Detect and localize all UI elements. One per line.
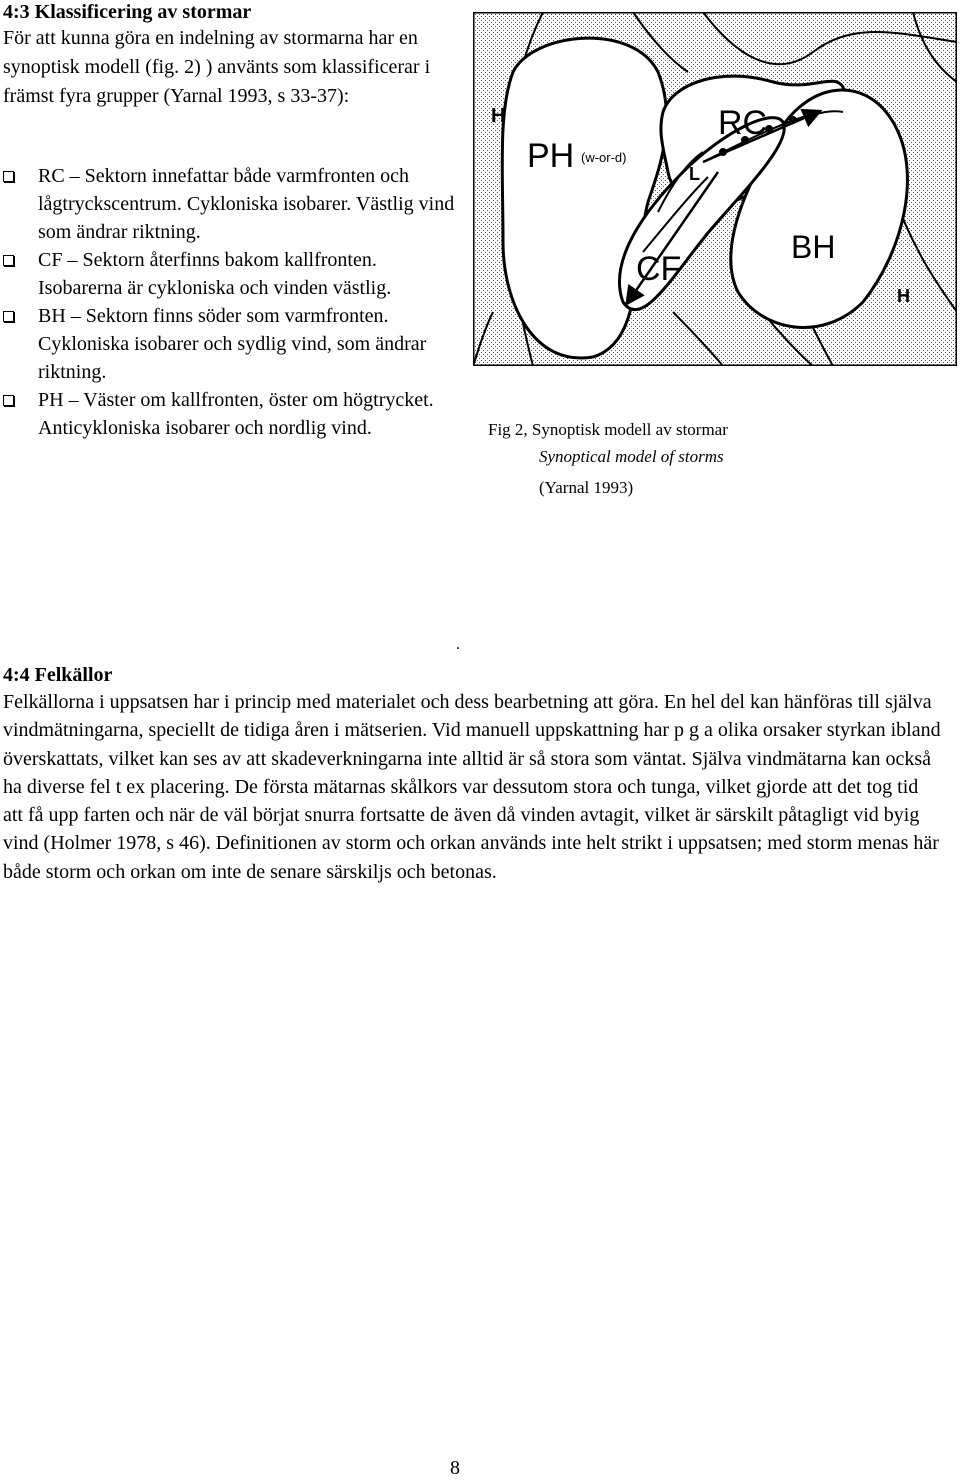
separator-dot: . (456, 636, 460, 653)
label-w-or-d: (w-or-d) (581, 150, 627, 165)
checkbox-bullet-icon (3, 395, 14, 406)
list-item (3, 302, 463, 386)
section-heading-4-3: 4:3 Klassificering av stormar (3, 1, 252, 23)
storm-category-list (3, 162, 463, 442)
figure-caption-source: (Yarnal 1993) (539, 478, 634, 497)
checkbox-bullet-icon (3, 255, 14, 266)
section-heading-4-4: 4:4 Felkällor (3, 664, 113, 686)
figure-caption-english: Synoptical model of storms (539, 447, 724, 466)
label-bh: BH (791, 229, 836, 265)
list-item-text: BH – Sektorn finns söder som varmfronten. Cykloniska isobarer och sydlig vind, som ändrar riktning. (38, 305, 427, 383)
synoptic-model-figure (473, 12, 957, 366)
label-cf: CF (636, 250, 682, 288)
synoptic-model-diagram (473, 12, 957, 366)
list-item (3, 162, 463, 246)
label-ph: PH (527, 137, 575, 175)
list-item (3, 386, 463, 442)
list-item-text: CF – Sektorn återfinns bakom kallfronten. Isobarerna är cykloniska och vinden västlig. (38, 249, 392, 299)
label-l: L (689, 164, 700, 184)
list-item (3, 246, 463, 302)
intro-paragraph: För att kunna göra en indelning av stormarna har en synoptisk modell (fig. 2) ) använts som klassificerar i främst fyra grupper (Yarnal 1993, s 33-37): (3, 27, 431, 107)
checkbox-bullet-icon (3, 171, 14, 182)
list-item-text: RC – Sektorn innefattar både varmfronten och lågtryckscentrum. Cykloniska isobarer. Västlig vind som ändrar riktning. (38, 165, 455, 243)
figure-caption: Fig 2, Synoptisk modell av stormar (488, 420, 728, 439)
checkbox-bullet-icon (3, 311, 14, 322)
label-h-right: H (897, 286, 910, 306)
felkallor-paragraph: Felkällorna i uppsatsen har i princip med materialet och dess bearbetning att göra. En hel del kan hänföras till själva vindmätningarna, speciellt de tidiga åren i mätserien. Vid manuell uppskattning har p g a olika orsaker styrkan ibland överskattats, vilket kan ses av att skadeverkningarna inte alltid är så stora som väntat. Själva vindmätarna kan också ha diverse fel t ex placering. De första mätarnas skålkors var dessutom stora och tunga, vilket gjorde att det tog tid att få upp farten och när de väl börjat snurra fortsatte de även då vinden avtagit, vilket är särskilt påtagligt vid byig vind (Holmer 1978, s 46). Definitionen av storm och orkan används inte helt strikt i uppsatsen; med storm menas här både storm och orkan om inte de senare särskiljs och betonas. (3, 691, 941, 883)
label-h-left: H (491, 105, 506, 127)
list-item-text: PH – Väster om kallfronten, öster om högtrycket. Anticykloniska isobarer och nordlig vind. (38, 389, 434, 439)
label-rc: RC (718, 104, 768, 142)
page-number: 8 (450, 1457, 460, 1479)
